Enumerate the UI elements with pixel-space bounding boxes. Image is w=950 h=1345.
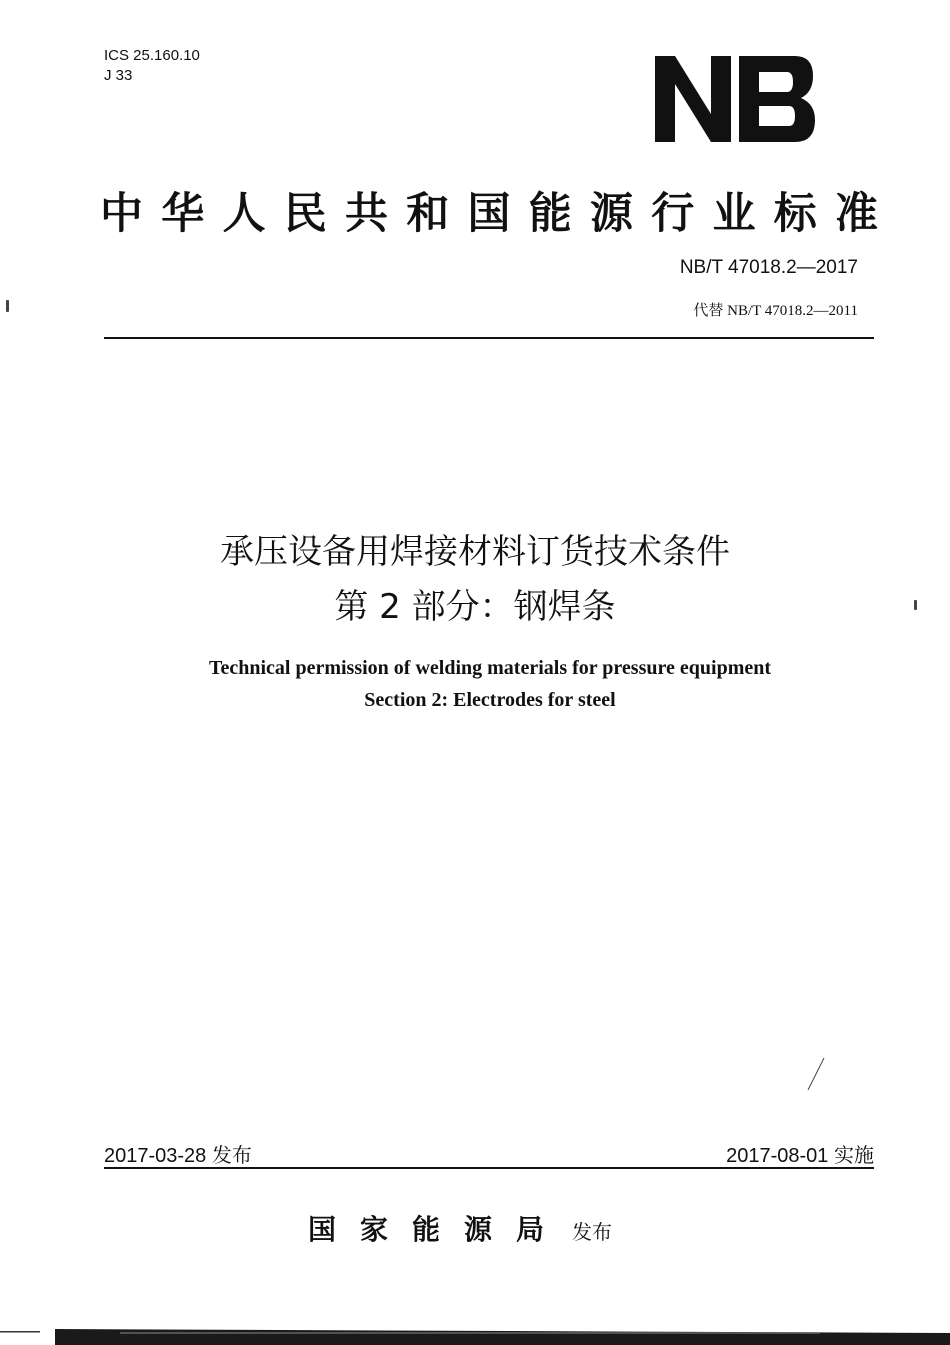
- scan-scratch: [806, 1058, 826, 1090]
- chinese-title-line1: 承压设备用焊接材料订货技术条件: [220, 532, 730, 572]
- issue-date: 2017-03-28 发布: [104, 1145, 252, 1167]
- header-divider: [104, 337, 874, 339]
- ics-code: ICS 25.160.10: [104, 47, 200, 64]
- chinese-title-line2: 第 2 部分：钢焊条: [334, 587, 616, 627]
- footer-divider: [104, 1167, 874, 1169]
- english-title-line1: Technical permission of welding materials for pressure equipment: [208, 657, 772, 679]
- english-title-line2: Section 2: Electrodes for steel: [364, 689, 616, 711]
- nb-logo: [655, 56, 815, 142]
- implementation-date: 2017-08-01 实施: [726, 1145, 874, 1167]
- standard-category-title: 中华人民共和国能源行业标准: [100, 189, 880, 239]
- replaces-standard: 代替 NB/T 47018.2—2011: [693, 303, 858, 319]
- publisher: [308, 1208, 612, 1248]
- scan-speck: [6, 300, 9, 312]
- standard-number: NB/T 47018.2—2017: [679, 257, 858, 278]
- scan-speck: [914, 600, 917, 610]
- publisher-suffix: 发布: [572, 1220, 613, 1244]
- ccs-code: J 33: [104, 67, 133, 84]
- publisher-org: 国家能源局: [308, 1213, 569, 1246]
- scan-edge-artifact: [0, 1326, 950, 1345]
- classification-codes: [104, 46, 200, 86]
